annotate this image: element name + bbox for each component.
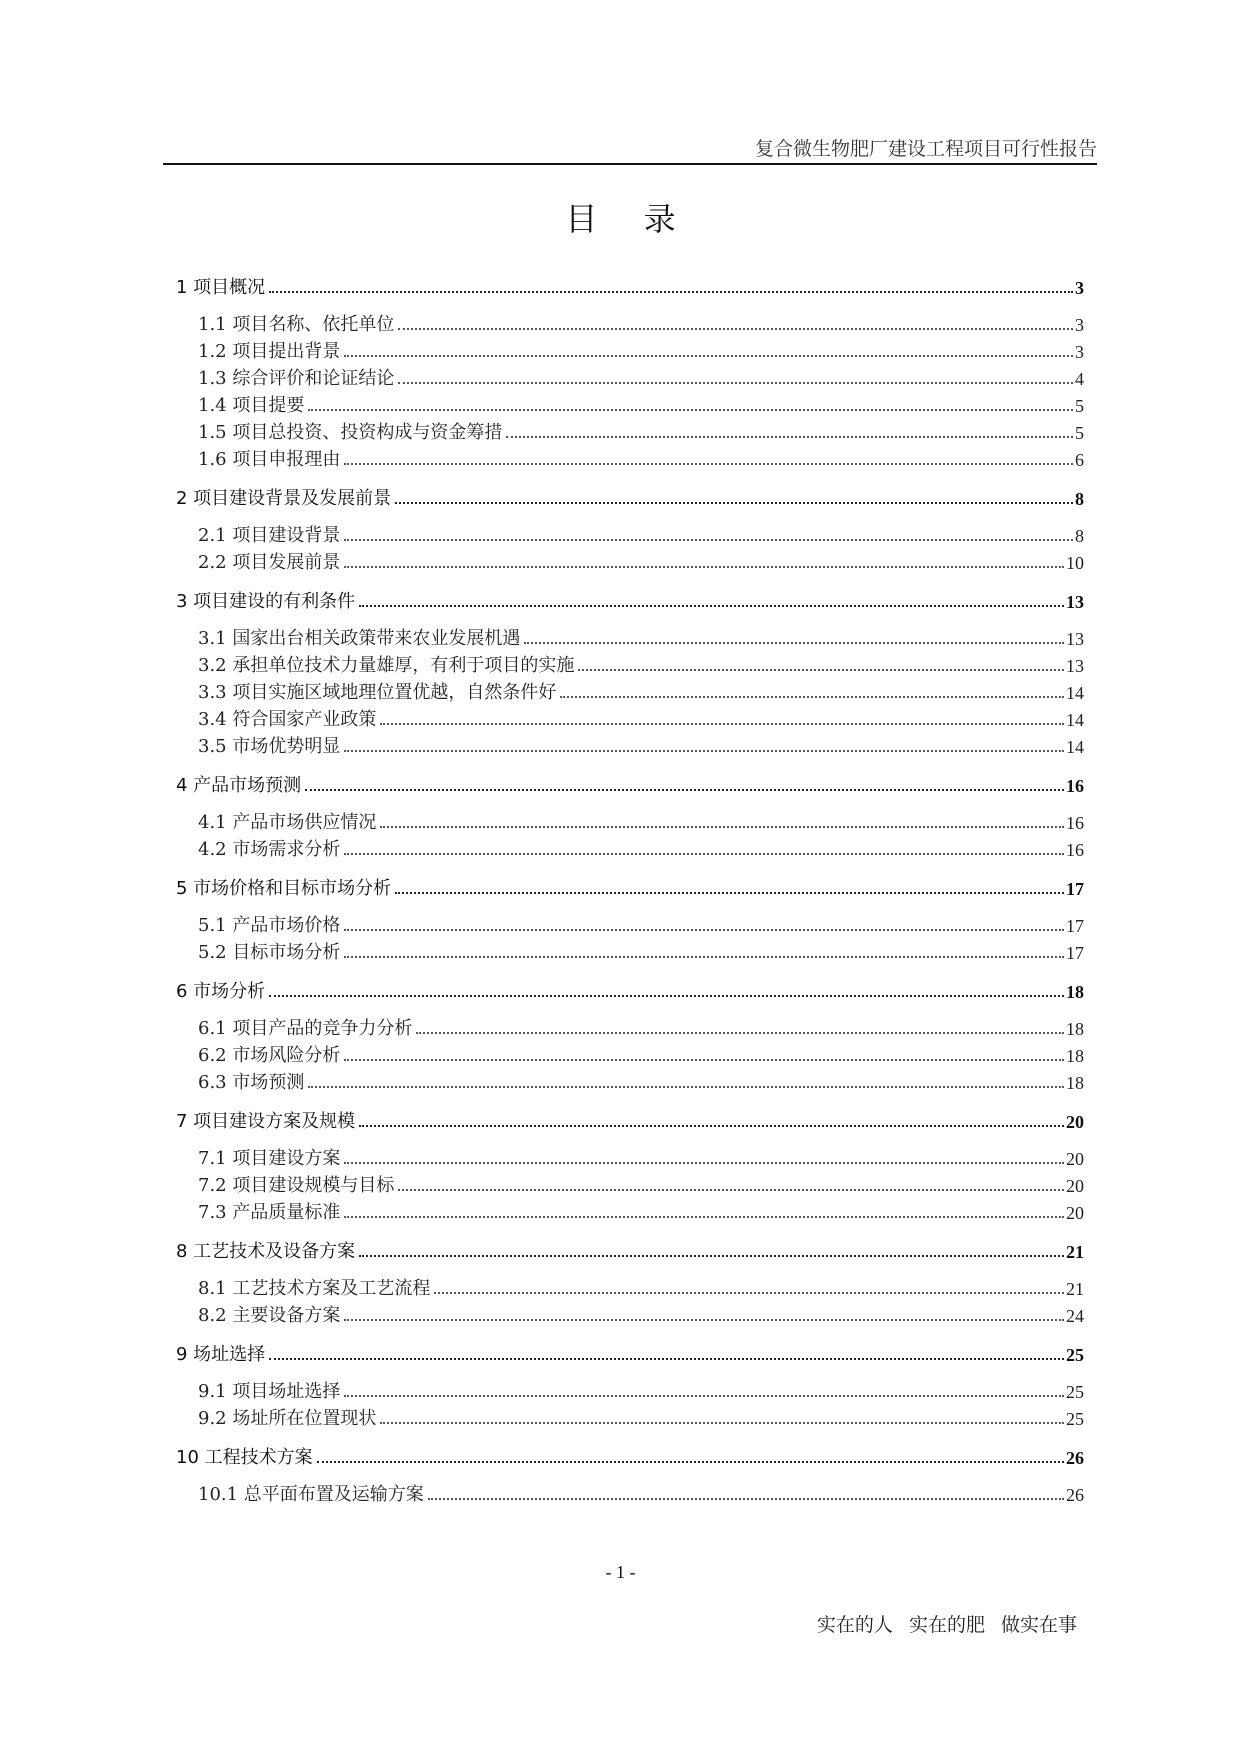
toc-section-label: 3.1 国家出台相关政策带来农业发展机遇 (198, 628, 521, 649)
toc-section-label: 3.4 符合国家产业政策 (198, 709, 377, 730)
toc-section-label: 6.1 项目产品的竞争力分析 (198, 1018, 413, 1039)
toc-leader-dots (269, 995, 1064, 997)
toc-page-number: 4 (1075, 369, 1084, 389)
toc-section-entry[interactable] (176, 1013, 1084, 1040)
toc-leader-dots (398, 382, 1073, 384)
toc-chapter-entry[interactable] (176, 1339, 1084, 1366)
toc-chapter-label: 7 项目建设方案及规模 (176, 1111, 356, 1132)
toc-leader-dots (395, 892, 1064, 894)
toc-page-number: 17 (1066, 879, 1084, 899)
toc-chapter-label: 1 项目概况 (176, 277, 266, 298)
toc-page-number: 18 (1066, 1073, 1084, 1093)
toc-chapter-label: 3 项目建设的有利条件 (176, 591, 356, 612)
toc-section-entry[interactable] (176, 623, 1084, 650)
toc-page-number: 20 (1066, 1176, 1084, 1196)
toc-leader-dots (344, 750, 1064, 752)
toc-section-label: 2.2 项目发展前景 (198, 552, 341, 573)
footer-slogan: 实在的人 实在的肥 做实在事 (816, 1614, 1077, 1636)
toc-section-label: 1.6 项目申报理由 (198, 449, 341, 470)
toc-leader-dots (317, 1461, 1064, 1463)
toc-section-entry[interactable] (176, 417, 1084, 444)
toc-section-label: 7.2 项目建设规模与目标 (198, 1175, 395, 1196)
toc-page-number: 16 (1066, 813, 1084, 833)
toc-page-number: 18 (1066, 1046, 1084, 1066)
toc-page-number: 13 (1066, 592, 1084, 612)
toc-leader-dots (344, 1162, 1064, 1164)
toc-leader-dots (578, 669, 1064, 671)
toc-section-entry[interactable] (176, 1273, 1084, 1300)
toc-chapter-entry[interactable] (176, 873, 1084, 900)
toc-page-number: 10 (1066, 553, 1084, 573)
toc-section-label: 7.1 项目建设方案 (198, 1148, 341, 1169)
toc-chapter-entry[interactable] (176, 770, 1084, 797)
toc-section-entry[interactable] (176, 520, 1084, 547)
toc-section-label: 5.2 目标市场分析 (198, 942, 341, 963)
toc-section-entry[interactable] (176, 1479, 1084, 1506)
toc-chapter-label: 2 项目建设背景及发展前景 (176, 488, 392, 509)
toc-chapter-label: 4 产品市场预测 (176, 775, 302, 796)
toc-chapter-label: 8 工艺技术及设备方案 (176, 1241, 356, 1262)
toc-leader-dots (428, 1498, 1064, 1500)
toc-page-number: 25 (1066, 1382, 1084, 1402)
toc-section-entry[interactable] (176, 1403, 1084, 1430)
toc-section-label: 2.1 项目建设背景 (198, 525, 341, 546)
toc-chapter-entry[interactable] (176, 272, 1084, 299)
toc-leader-dots (344, 1059, 1064, 1061)
toc-section-label: 5.1 产品市场价格 (198, 915, 341, 936)
toc-section-entry[interactable] (176, 547, 1084, 574)
toc-page-number: 17 (1066, 916, 1084, 936)
toc-page-number: 3 (1075, 278, 1084, 298)
toc-chapter-entry[interactable] (176, 586, 1084, 613)
toc-chapter-label: 9 场址选择 (176, 1344, 266, 1365)
toc-section-label: 6.3 市场预测 (198, 1072, 305, 1093)
toc-section-entry[interactable] (176, 910, 1084, 937)
toc-page-number: 18 (1066, 982, 1084, 1002)
toc-leader-dots (416, 1032, 1064, 1034)
table-of-contents (176, 272, 1084, 1506)
toc-leader-dots (344, 566, 1064, 568)
toc-section-entry[interactable] (176, 1197, 1084, 1224)
toc-leader-dots (344, 929, 1064, 931)
toc-section-entry[interactable] (176, 1170, 1084, 1197)
toc-section-entry[interactable] (176, 444, 1084, 471)
toc-section-entry[interactable] (176, 1376, 1084, 1403)
toc-page-number: 14 (1066, 710, 1084, 730)
toc-leader-dots (398, 1189, 1064, 1191)
toc-section-entry[interactable] (176, 363, 1084, 390)
toc-chapter-entry[interactable] (176, 483, 1084, 510)
toc-section-entry[interactable] (176, 1040, 1084, 1067)
toc-section-label: 1.2 项目提出背景 (198, 341, 341, 362)
toc-title: 目 录 (565, 200, 694, 238)
toc-leader-dots (359, 605, 1064, 607)
toc-page-number: 17 (1066, 943, 1084, 963)
toc-chapter-entry[interactable] (176, 1236, 1084, 1263)
toc-section-label: 4.2 市场需求分析 (198, 839, 341, 860)
toc-page-number: 3 (1075, 315, 1084, 335)
toc-leader-dots (344, 1395, 1064, 1397)
toc-section-entry[interactable] (176, 1300, 1084, 1327)
toc-chapter-label: 5 市场价格和目标市场分析 (176, 878, 392, 899)
toc-page-number: 14 (1066, 683, 1084, 703)
toc-leader-dots (305, 789, 1064, 791)
toc-leader-dots (560, 696, 1064, 698)
toc-section-label: 3.2 承担单位技术力量雄厚，有利于项目的实施 (198, 655, 575, 676)
toc-page-number: 25 (1066, 1345, 1084, 1365)
toc-section-entry[interactable] (176, 937, 1084, 964)
toc-chapter-entry[interactable] (176, 976, 1084, 1003)
toc-page-number: 20 (1066, 1203, 1084, 1223)
toc-section-label: 8.1 工艺技术方案及工艺流程 (198, 1278, 431, 1299)
toc-page-number: 18 (1066, 1019, 1084, 1039)
toc-page-number: 25 (1066, 1409, 1084, 1429)
toc-section-entry[interactable] (176, 834, 1084, 861)
toc-page-number: 20 (1066, 1149, 1084, 1169)
toc-section-label: 3.5 市场优势明显 (198, 736, 341, 757)
toc-leader-dots (359, 1255, 1064, 1257)
toc-section-entry[interactable] (176, 807, 1084, 834)
toc-page-number: 26 (1066, 1448, 1084, 1468)
toc-section-label: 1.4 项目提要 (198, 395, 305, 416)
header-title: 复合微生物肥厂建设工程项目可行性报告 (754, 138, 1097, 160)
toc-section-entry[interactable] (176, 731, 1084, 758)
toc-page-number: 5 (1075, 423, 1084, 443)
toc-chapter-entry[interactable] (176, 1106, 1084, 1133)
toc-section-label: 1.1 项目名称、依托单位 (198, 314, 395, 335)
toc-section-label: 9.2 场址所在位置现状 (198, 1408, 377, 1429)
toc-section-entry[interactable] (176, 704, 1084, 731)
toc-page-number: 14 (1066, 737, 1084, 757)
toc-leader-dots (344, 539, 1073, 541)
toc-leader-dots (359, 1125, 1064, 1127)
toc-chapter-label: 6 市场分析 (176, 981, 266, 1002)
toc-leader-dots (380, 1422, 1064, 1424)
toc-leader-dots (344, 1216, 1064, 1218)
toc-page-number: 21 (1066, 1242, 1084, 1262)
toc-section-entry[interactable] (176, 650, 1084, 677)
toc-leader-dots (434, 1292, 1064, 1294)
toc-leader-dots (269, 1358, 1064, 1360)
toc-leader-dots (344, 355, 1073, 357)
toc-section-entry[interactable] (176, 677, 1084, 704)
toc-leader-dots (308, 1086, 1064, 1088)
toc-page-number: 8 (1075, 489, 1084, 509)
toc-leader-dots (506, 436, 1073, 438)
toc-section-label: 4.1 产品市场供应情况 (198, 812, 377, 833)
toc-leader-dots (344, 956, 1064, 958)
toc-section-entry[interactable] (176, 390, 1084, 417)
toc-section-label: 1.3 综合评价和论证结论 (198, 368, 395, 389)
toc-page-number: 26 (1066, 1485, 1084, 1505)
toc-section-label: 10.1 总平面布置及运输方案 (198, 1484, 424, 1505)
toc-page-number: 3 (1075, 342, 1084, 362)
toc-leader-dots (395, 502, 1073, 504)
toc-section-label: 3.3 项目实施区域地理位置优越，自然条件好 (198, 682, 557, 703)
toc-page-number: 8 (1075, 526, 1084, 546)
toc-page-number: 20 (1066, 1112, 1084, 1132)
running-header (163, 130, 1097, 165)
toc-leader-dots (344, 853, 1064, 855)
toc-leader-dots (344, 463, 1073, 465)
toc-section-entry[interactable] (176, 309, 1084, 336)
toc-page-number: 6 (1075, 450, 1084, 470)
toc-page-number: 16 (1066, 776, 1084, 796)
toc-page-number: 21 (1066, 1279, 1084, 1299)
toc-page-number: 5 (1075, 396, 1084, 416)
toc-page-number: 16 (1066, 840, 1084, 860)
toc-leader-dots (269, 291, 1073, 293)
toc-leader-dots (524, 642, 1064, 644)
toc-section-label: 1.5 项目总投资、投资构成与资金筹措 (198, 422, 503, 443)
toc-section-label: 8.2 主要设备方案 (198, 1305, 341, 1326)
toc-section-label: 9.1 项目场址选择 (198, 1381, 341, 1402)
page-number: - 1 - (605, 1562, 636, 1582)
toc-section-label: 7.3 产品质量标准 (198, 1202, 341, 1223)
toc-page-number: 24 (1066, 1306, 1084, 1326)
toc-section-label: 6.2 市场风险分析 (198, 1045, 341, 1066)
toc-section-entry[interactable] (176, 336, 1084, 363)
toc-leader-dots (380, 826, 1064, 828)
toc-page-number: 13 (1066, 629, 1084, 649)
toc-leader-dots (344, 1319, 1064, 1321)
toc-section-entry[interactable] (176, 1143, 1084, 1170)
toc-leader-dots (308, 409, 1073, 411)
toc-leader-dots (380, 723, 1064, 725)
toc-chapter-entry[interactable] (176, 1442, 1084, 1469)
toc-chapter-label: 10 工程技术方案 (176, 1447, 313, 1468)
toc-page-number: 13 (1066, 656, 1084, 676)
toc-section-entry[interactable] (176, 1067, 1084, 1094)
toc-leader-dots (398, 328, 1073, 330)
